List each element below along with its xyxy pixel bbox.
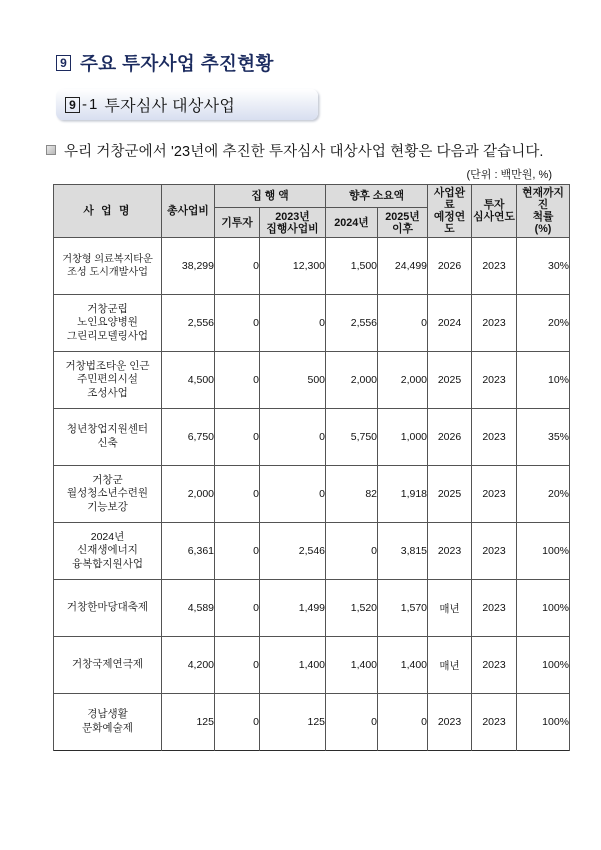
cell-total-cost: 4,200: [162, 637, 215, 694]
sub-heading-bar: [56, 89, 318, 120]
cell-2024: 1,400: [326, 637, 378, 694]
cell-2024: 5,750: [326, 409, 378, 466]
cell-prior-investment: 0: [215, 580, 260, 637]
cell-progress-rate: 30%: [517, 238, 570, 295]
cell-project-name: 거창군립 노인요양병원 그린리모델링사업: [54, 295, 162, 352]
cell-project-name: 청년창업지원센터 신축: [54, 409, 162, 466]
cell-2023-execution: 2,546: [260, 523, 326, 580]
table-row: [54, 580, 570, 637]
cell-total-cost: 4,589: [162, 580, 215, 637]
table-row: [54, 466, 570, 523]
cell-2025-after: 1,918: [378, 466, 428, 523]
cell-review-year: 2023: [472, 637, 517, 694]
table-row: [54, 409, 570, 466]
cell-project-name: 거창형 의료복지타운 조성 도시개발사업: [54, 238, 162, 295]
cell-2025-after: 3,815: [378, 523, 428, 580]
cell-prior-investment: 0: [215, 352, 260, 409]
cell-total-cost: 38,299: [162, 238, 215, 295]
cell-2023-execution: 0: [260, 409, 326, 466]
header-2024: 2024년: [326, 207, 378, 237]
cell-2025-after: 0: [378, 295, 428, 352]
cell-completion-year: 2024: [428, 295, 472, 352]
header-total-cost: 총사업비: [162, 185, 215, 238]
cell-2025-after: 2,000: [378, 352, 428, 409]
cell-project-name: 거창국제연극제: [54, 637, 162, 694]
cell-total-cost: 2,556: [162, 295, 215, 352]
cell-2025-after: 1,570: [378, 580, 428, 637]
cell-2024: 0: [326, 523, 378, 580]
table-body: [54, 238, 570, 751]
cell-project-name: 거창군 월성청소년수련원 기능보강: [54, 466, 162, 523]
cell-review-year: 2023: [472, 409, 517, 466]
cell-total-cost: 6,750: [162, 409, 215, 466]
cell-prior-investment: 0: [215, 409, 260, 466]
cell-progress-rate: 100%: [517, 637, 570, 694]
lead-paragraph: [46, 140, 544, 161]
header-progress-rate: 현재까지진 척률 (%): [517, 185, 570, 238]
cell-review-year: 2023: [472, 466, 517, 523]
cell-progress-rate: 20%: [517, 466, 570, 523]
investment-projects-table: [53, 184, 570, 751]
cell-completion-year: 매년: [428, 637, 472, 694]
cell-review-year: 2023: [472, 352, 517, 409]
square-bullet-icon: [46, 145, 56, 155]
table-row: [54, 352, 570, 409]
cell-2023-execution: 1,499: [260, 580, 326, 637]
cell-2025-after: 24,499: [378, 238, 428, 295]
cell-prior-investment: 0: [215, 238, 260, 295]
cell-project-name: 거창한마당대축제: [54, 580, 162, 637]
cell-review-year: 2023: [472, 238, 517, 295]
cell-prior-investment: 0: [215, 637, 260, 694]
table-header-row-1: [54, 185, 570, 208]
cell-completion-year: 매년: [428, 580, 472, 637]
cell-2023-execution: 500: [260, 352, 326, 409]
cell-2024: 2,556: [326, 295, 378, 352]
lead-paragraph-text: 우리 거창군에서 '23년에 추진한 투자심사 대상사업 현황은 다음과 같습니다.: [64, 144, 544, 160]
table-row: [54, 637, 570, 694]
sub-heading-index: 1: [89, 96, 98, 113]
cell-progress-rate: 100%: [517, 523, 570, 580]
header-2025-after: 2025년 이후: [378, 207, 428, 237]
cell-progress-rate: 10%: [517, 352, 570, 409]
main-heading-number-box: 9: [56, 55, 71, 71]
cell-prior-investment: 0: [215, 694, 260, 751]
cell-2023-execution: 0: [260, 466, 326, 523]
cell-2024: 82: [326, 466, 378, 523]
cell-completion-year: 2023: [428, 523, 472, 580]
sub-heading-number-box: 9: [65, 97, 80, 113]
header-executed-amount: 집 행 액: [215, 185, 326, 208]
cell-review-year: 2023: [472, 580, 517, 637]
cell-2024: 1,520: [326, 580, 378, 637]
cell-2024: 1,500: [326, 238, 378, 295]
cell-2025-after: 1,000: [378, 409, 428, 466]
cell-project-name: 경남생활 문화예술제: [54, 694, 162, 751]
cell-prior-investment: 0: [215, 523, 260, 580]
cell-prior-investment: 0: [215, 466, 260, 523]
cell-2025-after: 0: [378, 694, 428, 751]
cell-progress-rate: 100%: [517, 580, 570, 637]
unit-note: (단위 : 백만원, %): [466, 169, 552, 181]
cell-completion-year: 2026: [428, 409, 472, 466]
cell-2023-execution: 0: [260, 295, 326, 352]
table-row: [54, 694, 570, 751]
cell-completion-year: 2023: [428, 694, 472, 751]
cell-project-name: 거창법조타운 인근 주민편의시설 조성사업: [54, 352, 162, 409]
cell-completion-year: 2025: [428, 466, 472, 523]
cell-progress-rate: 20%: [517, 295, 570, 352]
sub-heading-title: 투자심사 대상사업: [104, 98, 236, 115]
cell-2024: 2,000: [326, 352, 378, 409]
header-review-year: 투자 심사연도: [472, 185, 517, 238]
header-prior-investment: 기투자: [215, 207, 260, 237]
cell-review-year: 2023: [472, 523, 517, 580]
cell-completion-year: 2026: [428, 238, 472, 295]
header-future-required: 향후 소요액: [326, 185, 428, 208]
cell-progress-rate: 100%: [517, 694, 570, 751]
cell-total-cost: 125: [162, 694, 215, 751]
cell-total-cost: 2,000: [162, 466, 215, 523]
investment-table-wrapper: [53, 184, 570, 751]
main-heading-title: 주요 투자사업 추진현황: [80, 53, 274, 74]
cell-completion-year: 2025: [428, 352, 472, 409]
cell-total-cost: 6,361: [162, 523, 215, 580]
header-2023-execution: 2023년 집행사업비: [260, 207, 326, 237]
cell-total-cost: 4,500: [162, 352, 215, 409]
cell-project-name: 2024년 신재생에너지 융복합지원사업: [54, 523, 162, 580]
cell-2023-execution: 12,300: [260, 238, 326, 295]
table-row: [54, 523, 570, 580]
table-head: [54, 185, 570, 238]
cell-2023-execution: 1,400: [260, 637, 326, 694]
cell-2024: 0: [326, 694, 378, 751]
sub-heading-dash: -: [82, 96, 87, 113]
cell-2023-execution: 125: [260, 694, 326, 751]
table-row: [54, 238, 570, 295]
header-project-name: 사 업 명: [54, 185, 162, 238]
cell-prior-investment: 0: [215, 295, 260, 352]
cell-review-year: 2023: [472, 295, 517, 352]
cell-review-year: 2023: [472, 694, 517, 751]
main-heading: [56, 50, 274, 76]
table-row: [54, 295, 570, 352]
cell-2025-after: 1,400: [378, 637, 428, 694]
header-completion-year: 사업완료 예정연도: [428, 185, 472, 238]
cell-progress-rate: 35%: [517, 409, 570, 466]
